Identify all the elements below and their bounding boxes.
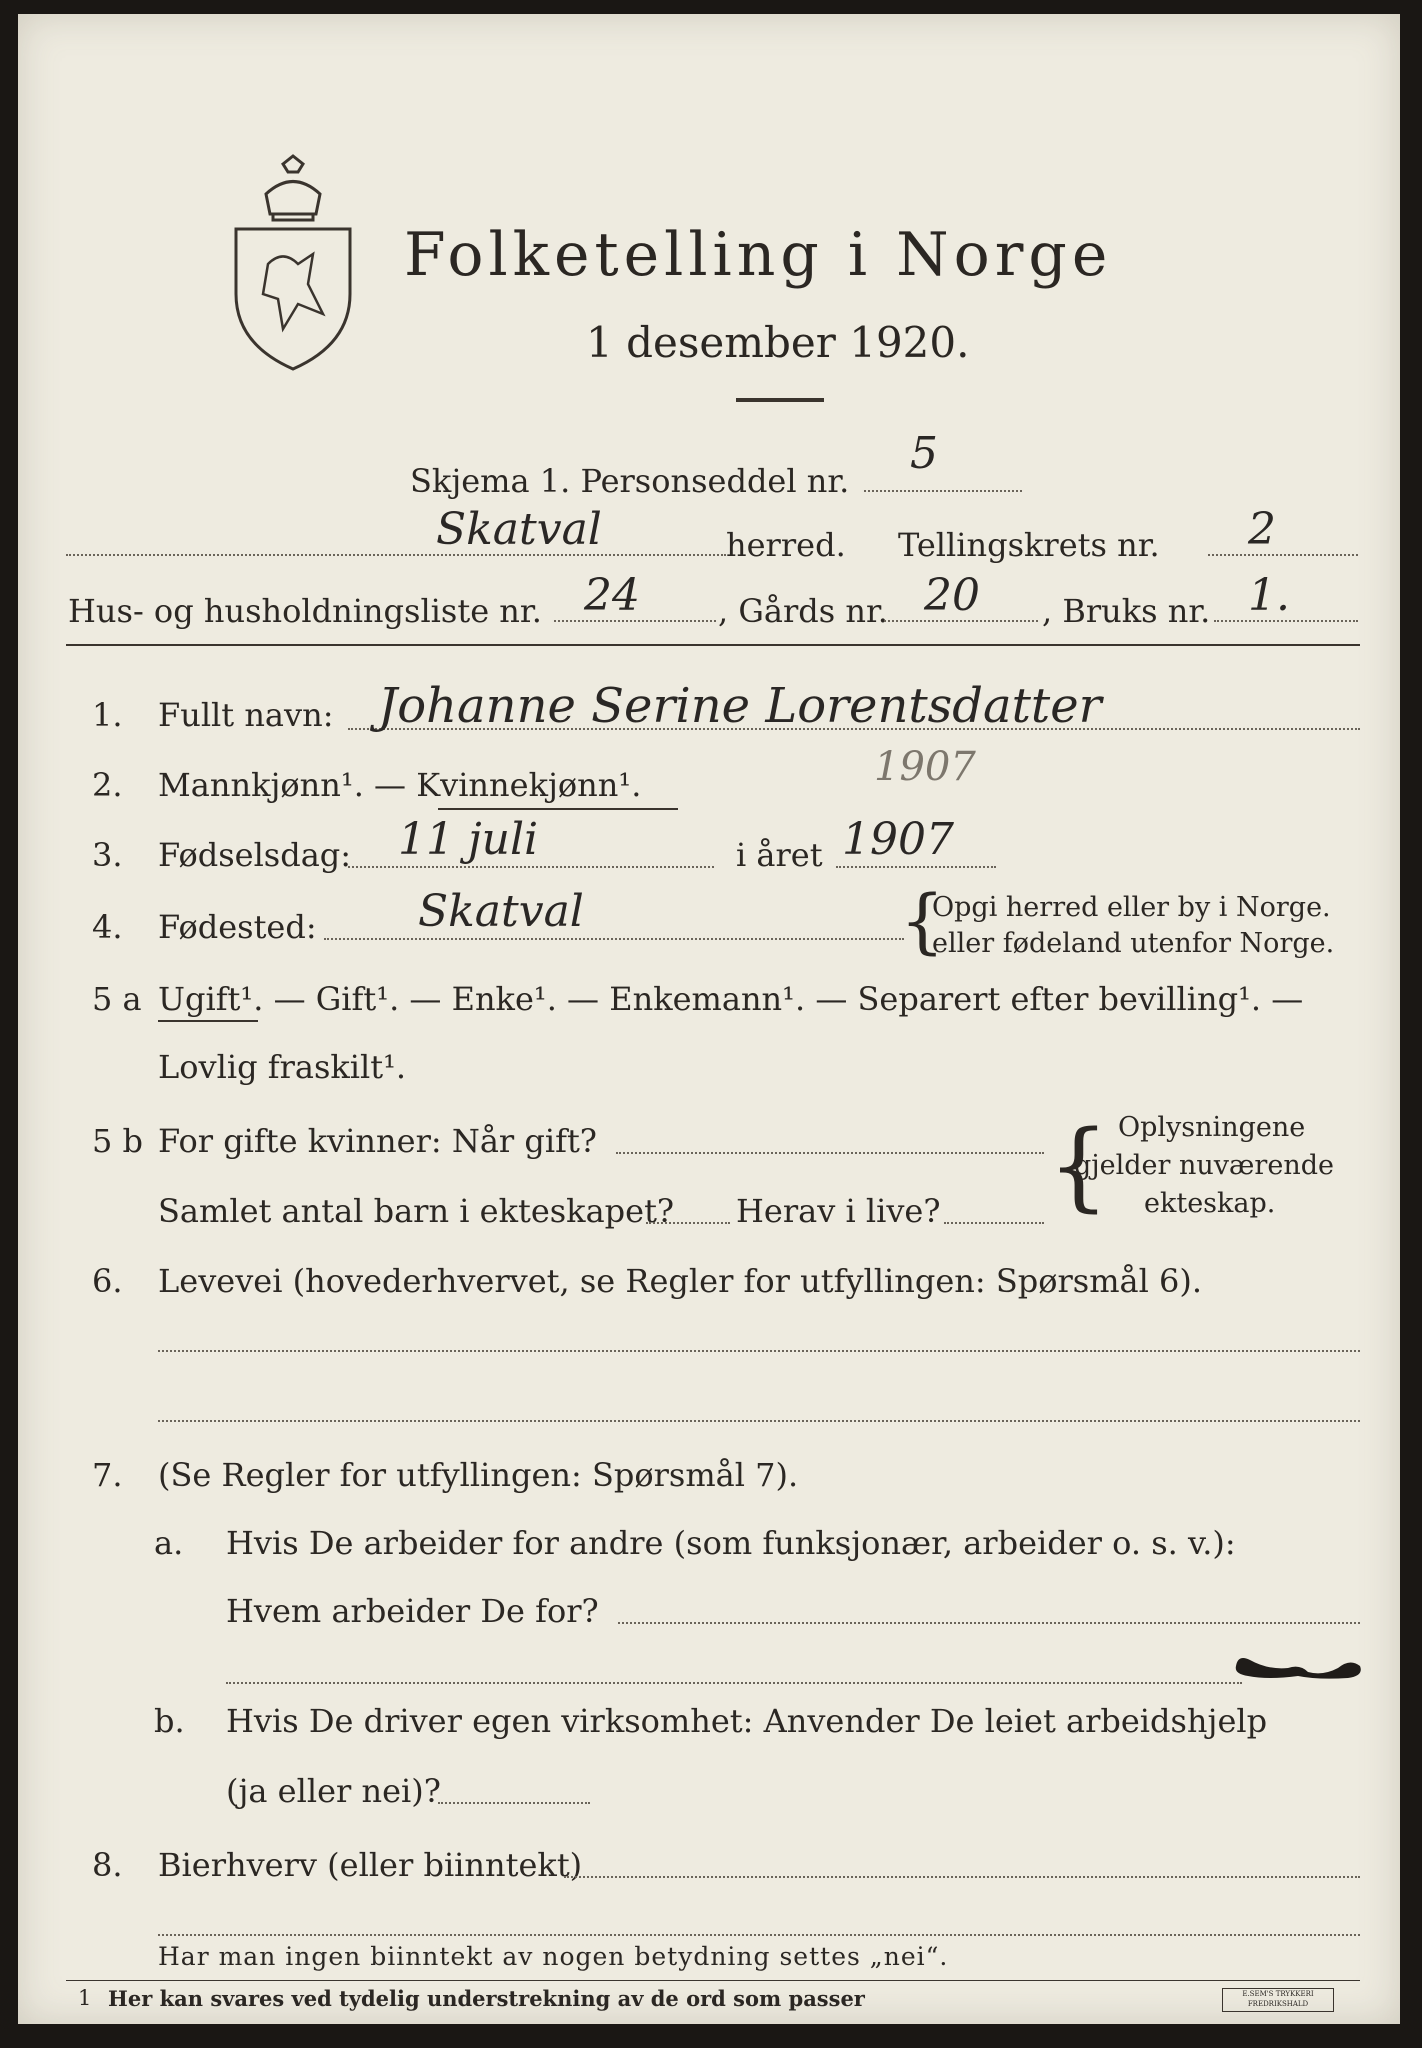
birthplace-value[interactable]: Skatval (418, 886, 584, 937)
gards-value[interactable]: 20 (924, 570, 980, 621)
q4-number: 4. (92, 908, 123, 946)
q2-number: 2. (92, 766, 123, 804)
herred-label: herred. (726, 526, 846, 564)
q5b-note-line3: ekteskap. (1144, 1188, 1276, 1219)
tellingskrets-value[interactable]: 2 (1248, 504, 1276, 555)
ink-blot-mark (1228, 1646, 1368, 1686)
q7b-question: Hvis De driver egen virksomhet: Anvender De leiet arbeidshjelp (226, 1702, 1268, 1740)
q7-label: (Se Regler for utfyllingen: Spørsmål 7). (158, 1456, 799, 1494)
household-list-label: Hus- og husholdningsliste nr. (68, 592, 542, 630)
q8-number: 8. (92, 1846, 123, 1884)
birthday-value[interactable]: 11 juli (398, 814, 539, 865)
q5a-number: 5 a (92, 980, 142, 1018)
schema-dotline (864, 490, 1022, 492)
q7a-letter: a. (154, 1524, 184, 1562)
side-income-dotline (564, 1876, 1360, 1878)
margin-year-note: 1907 (874, 744, 976, 790)
q5b-note-line2: gjelder nuværende (1074, 1150, 1334, 1181)
married-date-dotline (616, 1152, 1044, 1154)
q7-number: 7. (92, 1456, 123, 1494)
q3-label: Fødselsdag: (158, 836, 352, 874)
birth-year-value[interactable]: 1907 (842, 814, 954, 865)
footer-divider (66, 1980, 1360, 1981)
q6-number: 6. (92, 1262, 123, 1300)
alive-dotline (944, 1222, 1044, 1224)
year-label: i året (736, 836, 823, 874)
schema-number-value[interactable]: 5 (910, 428, 938, 479)
q5b-note-line1: Oplysningene (1118, 1112, 1306, 1143)
employer-dotline-2 (226, 1682, 1242, 1684)
q5b-note-brace: { (1048, 1110, 1110, 1222)
gards-label: , Gårds nr. (718, 592, 888, 630)
q4-note-brace: { (900, 880, 945, 962)
q4-note-line1: Opgi herred eller by i Norge. (932, 892, 1331, 923)
sex-options[interactable]: Mannkjønn¹. — Kvinnekjønn¹. (158, 766, 642, 804)
employer-dotline (618, 1622, 1360, 1624)
ugift-underline (158, 1020, 258, 1022)
q5b-number: 5 b (92, 1122, 144, 1160)
kvinnekjonn-underline (438, 808, 678, 810)
tellingskrets-dotline (1208, 554, 1358, 556)
bruks-label: , Bruks nr. (1042, 592, 1211, 630)
occupation-dotline-2 (158, 1420, 1360, 1422)
side-income-dotline-2 (158, 1934, 1360, 1936)
footnote-number: 1 (78, 1986, 92, 2010)
title-divider (736, 398, 824, 402)
q7a-question: Hvis De arbeider for andre (som funksjonær, arbeider o. s. v.): (226, 1524, 1236, 1562)
q4-note-line2: eller fødeland utenfor Norge. (932, 928, 1335, 959)
occupation-dotline-1 (158, 1350, 1360, 1352)
q8-label: Bierhverv (eller biinntekt) (158, 1846, 583, 1884)
footer-note: Har man ingen biinntekt av nogen betydning settes „nei“. (158, 1942, 949, 1971)
municipality-dotline (66, 554, 726, 556)
schema-label: Skjema 1. Personseddel nr. (410, 462, 850, 500)
tellingskrets-label: Tellingskrets nr. (898, 526, 1160, 564)
q3-number: 3. (92, 836, 123, 874)
q5b-children-label: Samlet antal barn i ekteskapet? (158, 1192, 675, 1230)
q6-label: Levevei (hovederhvervet, se Regler for utfyllingen: Spørsmål 6). (158, 1262, 1203, 1300)
year-dotline (836, 866, 996, 868)
children-dotline (646, 1222, 730, 1224)
q5b-alive-label: Herav i live? (736, 1192, 941, 1230)
form-title: Folketelling i Norge (404, 220, 1113, 290)
q1-label: Fullt navn: (158, 696, 334, 734)
marital-status-options-cont[interactable]: Lovlig fraskilt¹. (158, 1048, 407, 1086)
q7a-employer-label: Hvem arbeider De for? (226, 1592, 599, 1630)
hired-help-dotline (438, 1802, 590, 1804)
full-name-value[interactable]: Johanne Serine Lorentsdatter (378, 678, 1102, 734)
q1-number: 1. (92, 696, 123, 734)
q4-dotline (324, 938, 904, 940)
q7b-letter: b. (154, 1702, 185, 1740)
census-date: 1 desember 1920. (586, 318, 970, 367)
footnote-text: Her kan svares ved tydelig understrekning av de ord som passer (108, 1986, 865, 2011)
q4-label: Fødested: (158, 908, 317, 946)
q5b-married-label: For gifte kvinner: Når gift? (158, 1122, 597, 1160)
q7b-yes-no-label: (ja eller nei)? (226, 1772, 441, 1810)
norwegian-coat-of-arms-icon (228, 154, 358, 374)
household-list-value[interactable]: 24 (584, 570, 640, 621)
census-form (18, 14, 1400, 2024)
bruks-value[interactable]: 1. (1248, 570, 1290, 621)
q3-dotline (348, 866, 714, 868)
municipality-value[interactable]: Skatval (436, 504, 602, 555)
marital-status-options[interactable]: Ugift¹. — Gift¹. — Enke¹. — Enkemann¹. — Separert efter bevilling¹. — (158, 980, 1304, 1018)
printer-mark: E.SEM'S TRYKKERI FREDRIKSHALD (1222, 1988, 1334, 2012)
header-divider (66, 644, 1360, 646)
